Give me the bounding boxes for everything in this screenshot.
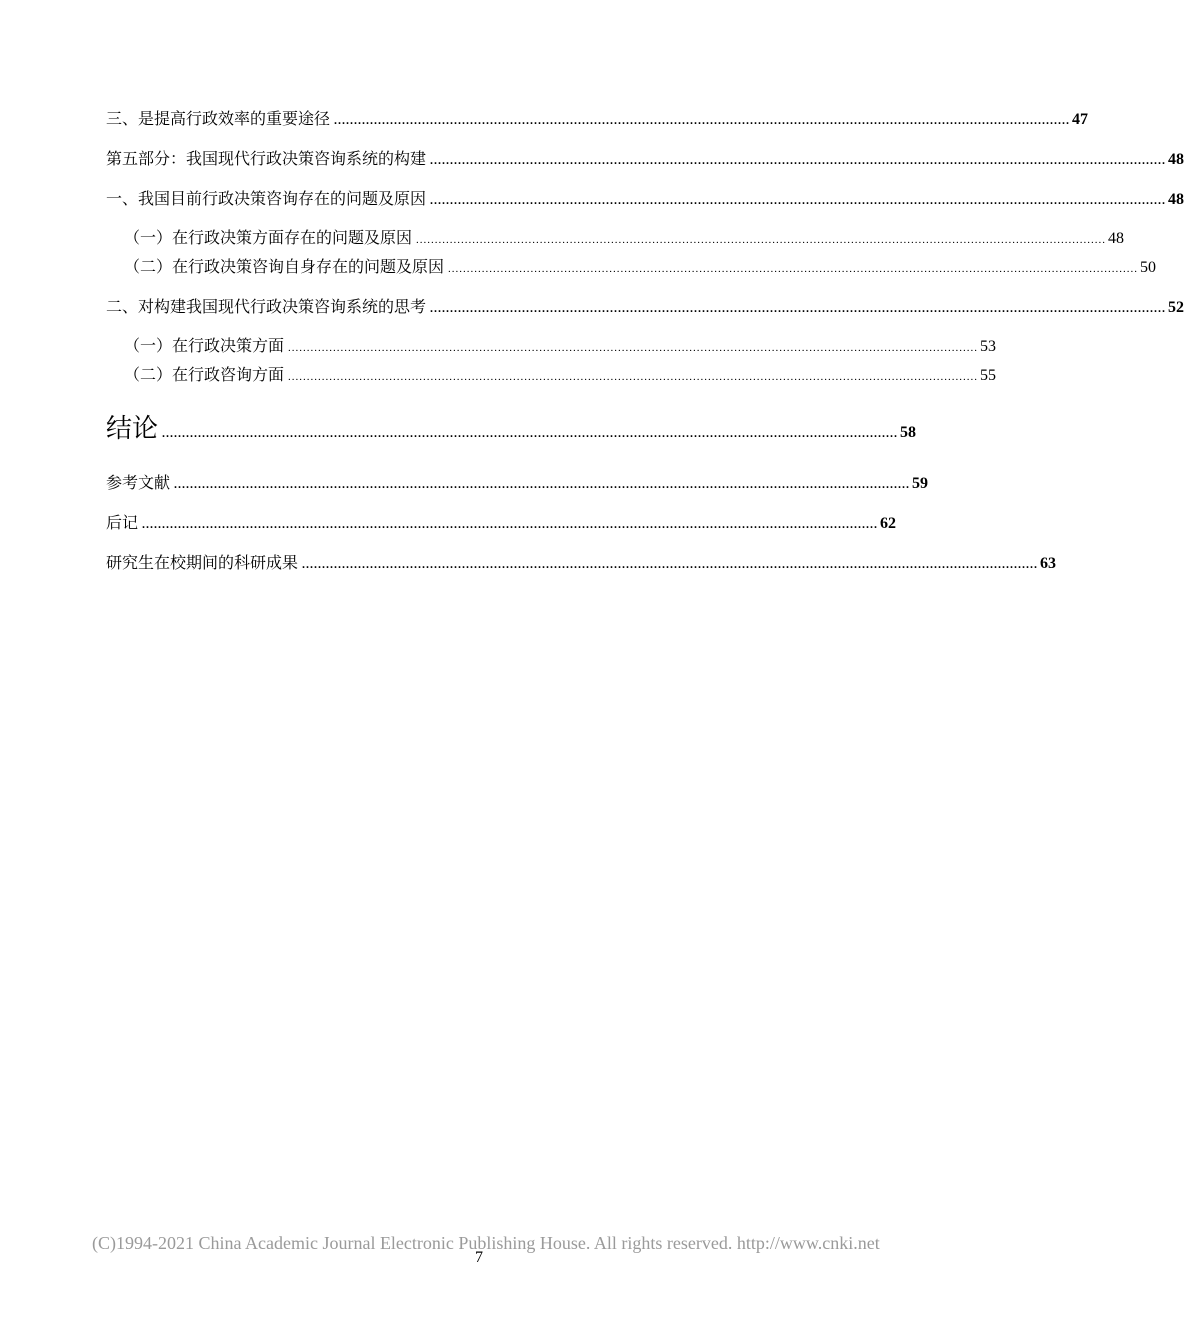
- toc-entry[interactable]: [124, 257, 1157, 276]
- toc-entry-page: 53: [980, 338, 997, 355]
- toc-entry[interactable]: [106, 553, 1057, 572]
- toc-leader-dots: ........................................................................................................................................................................................: [302, 557, 1039, 571]
- toc-entry[interactable]: [124, 336, 997, 355]
- toc-leader-dots: ........................................................................................................................................................................................: [162, 426, 899, 440]
- toc-entry-page: 47: [1072, 111, 1089, 128]
- toc-entry[interactable]: [106, 473, 929, 492]
- toc-entry-page: 62: [880, 515, 897, 532]
- toc-entry-label: 二、对构建我国现代行政决策咨询系统的思考: [106, 297, 427, 316]
- toc-leader-dots: ........................................................................................................................................................................................: [430, 153, 1167, 167]
- toc-entry-page: 58: [900, 424, 917, 441]
- toc-leader-dots: ........................................................................................................................................................................................: [448, 263, 1139, 275]
- toc-entry[interactable]: [124, 365, 997, 384]
- toc-entry-label: （一）在行政决策方面存在的问题及原因: [124, 228, 413, 247]
- toc-entry[interactable]: [106, 513, 897, 532]
- toc-entry-label: 第五部分：我国现代行政决策咨询系统的构建: [106, 149, 427, 168]
- toc-entry-label: 结论: [106, 414, 159, 444]
- toc-entry[interactable]: [124, 228, 1125, 247]
- toc-entry-label: 后记: [106, 513, 139, 532]
- toc-entry-page: 55: [980, 367, 997, 384]
- toc-leader-dots: ........................................................................................................................................................................................: [288, 342, 979, 354]
- toc-entry-page: 48: [1168, 151, 1184, 168]
- toc-leader-dots: ........................................................................................................................................................................................: [288, 371, 979, 383]
- toc-entry-label: （一）在行政决策方面: [124, 336, 285, 355]
- toc-leader-dots: ........................................................................................................................................................................................: [430, 193, 1167, 207]
- toc-entry-label: （二）在行政决策咨询自身存在的问题及原因: [124, 257, 445, 276]
- toc-leader-dots: ........................................................................................................................................................................................: [174, 477, 911, 491]
- page-number: 7: [475, 1249, 483, 1266]
- toc-entry-label: （二）在行政咨询方面: [124, 365, 285, 384]
- toc-entry[interactable]: [106, 149, 1184, 168]
- toc-leader-dots: ........................................................................................................................................................................................: [416, 234, 1107, 246]
- toc-entry-page: 48: [1168, 191, 1184, 208]
- toc-entry-page: 59: [912, 475, 929, 492]
- toc-entry-page: 48: [1108, 230, 1125, 247]
- toc-entry-label: 参考文献: [106, 473, 171, 492]
- toc-leader-dots: ........................................................................................................................................................................................: [142, 517, 879, 531]
- toc-entry-page: 50: [1140, 259, 1157, 276]
- toc-entry-label: 一、我国目前行政决策咨询存在的问题及原因: [106, 189, 427, 208]
- toc-entry[interactable]: [106, 297, 1184, 316]
- toc-entry[interactable]: [106, 109, 1089, 128]
- toc-entry-label: 研究生在校期间的科研成果: [106, 553, 299, 572]
- toc-entry[interactable]: [106, 414, 917, 444]
- toc-leader-dots: ........................................................................................................................................................................................: [334, 113, 1071, 127]
- toc-entry[interactable]: [106, 189, 1184, 208]
- copyright-notice: (C)1994-2021 China Academic Journal Electronic Publishing House. All rights reserved. http://www.cnki.net: [92, 1233, 880, 1253]
- toc-entry-page: 52: [1168, 299, 1184, 316]
- toc-leader-dots: ........................................................................................................................................................................................: [430, 301, 1167, 315]
- toc-entry-page: 63: [1040, 555, 1057, 572]
- toc-entry-label: 三、是提高行政效率的重要途径: [106, 109, 331, 128]
